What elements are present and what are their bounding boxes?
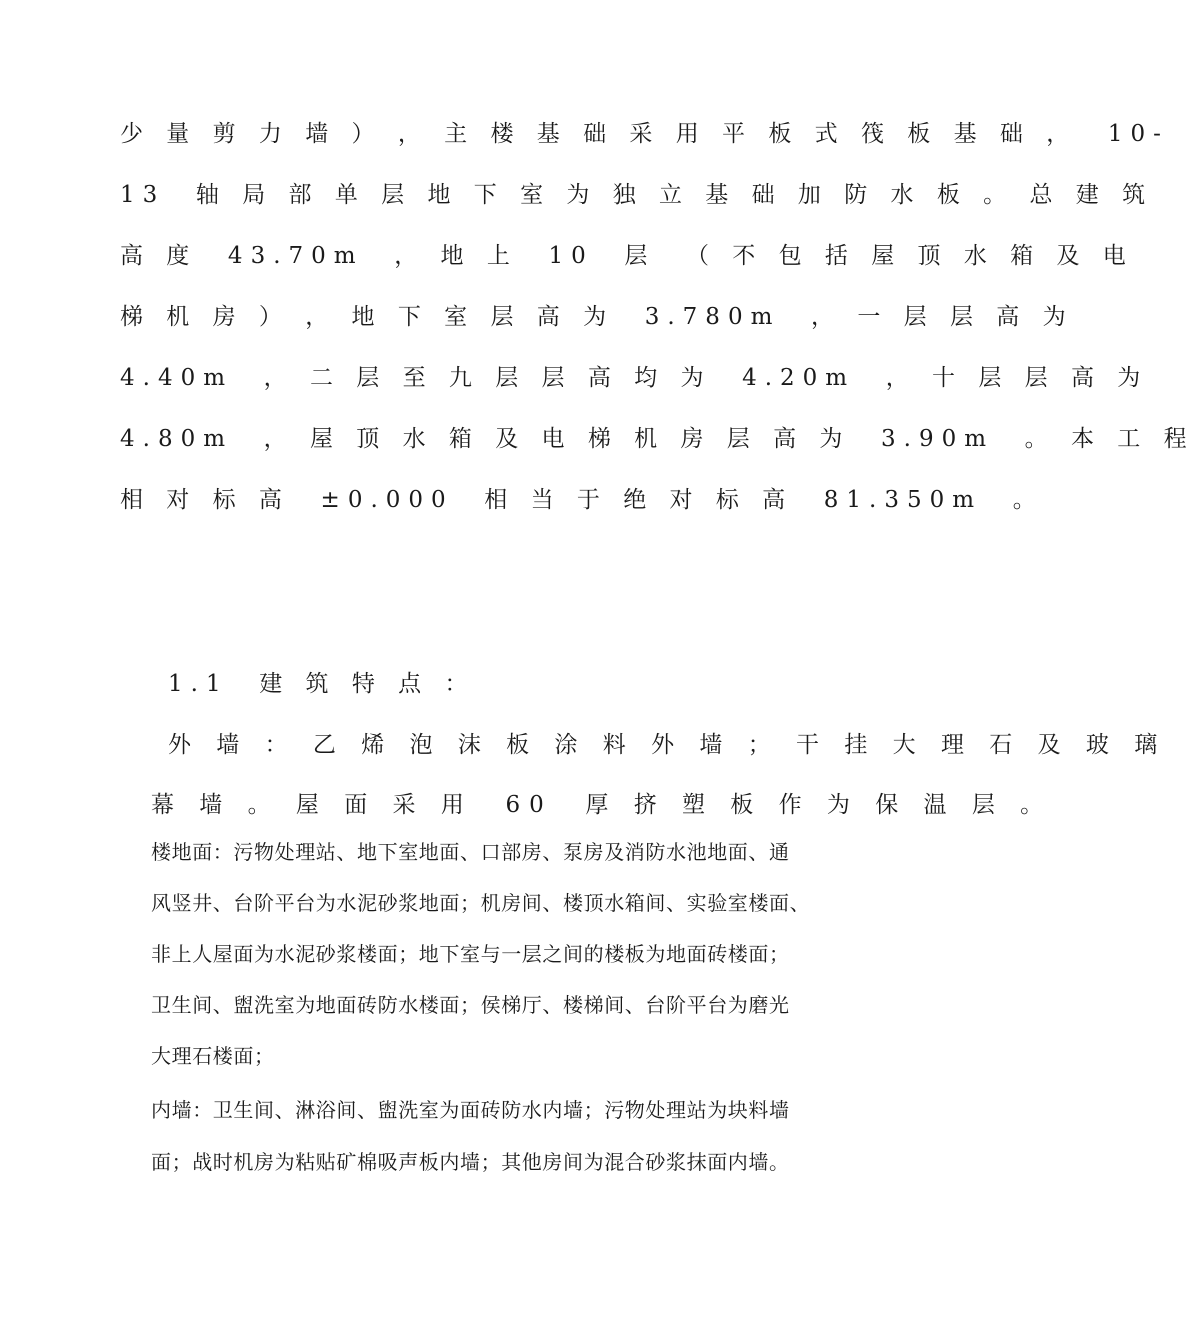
exterior-wall-line: 幕 墙 。 屋 面 采 用 60 厚 挤 塑 板 作 为 保 温 层 。 — [151, 792, 1053, 818]
floor-line: 楼地面：污物处理站、地下室地面、口部房、泵房及消防水池地面、通 — [151, 840, 790, 864]
floor-line: 大理石楼面； — [151, 1044, 275, 1068]
paragraph-line: 4.80m ， 屋 顶 水 箱 及 电 梯 机 房 层 高 为 3.90m 。 本 工 程 — [120, 426, 1195, 452]
interior-wall-line: 面；战时机房为粘贴矿棉吸声板内墙；其他房间为混合砂浆抹面内墙。 — [151, 1150, 790, 1174]
exterior-wall-line: 外 墙 ： 乙 烯 泡 沫 板 涂 料 外 墙 ； 干 挂 大 理 石 及 玻 璃 — [168, 732, 1167, 758]
paragraph-line: 相 对 标 高 ±0.000 相 当 于 绝 对 标 高 81.350m 。 — [120, 487, 1044, 513]
paragraph-line: 少 量 剪 力 墙 ） ， 主 楼 基 础 采 用 平 板 式 筏 板 基 础 ， 10- — [120, 121, 1169, 147]
floor-line: 卫生间、盥洗室为地面砖防水楼面；侯梯厅、楼梯间、台阶平台为磨光 — [151, 993, 790, 1017]
floor-line: 非上人屋面为水泥砂浆楼面；地下室与一层之间的楼板为地面砖楼面； — [151, 942, 790, 966]
floor-line: 风竖井、台阶平台为水泥砂浆地面；机房间、楼顶水箱间、实验室楼面、 — [151, 891, 811, 915]
paragraph-line: 高 度 43.70m ， 地 上 10 层 （ 不 包 括 屋 顶 水 箱 及 电 — [120, 243, 1134, 269]
section-heading: 1.1 建 筑 特 点 ： — [168, 671, 476, 697]
interior-wall-line: 内墙：卫生间、淋浴间、盥洗室为面砖防水内墙；污物处理站为块料墙 — [151, 1098, 790, 1122]
paragraph-line: 4.40m ， 二 层 至 九 层 层 高 均 为 4.20m ， 十 层 层 高 为 — [120, 365, 1149, 391]
paragraph-line: 13 轴 局 部 单 层 地 下 室 为 独 立 基 础 加 防 水 板 。 总 建 筑 — [120, 182, 1154, 208]
paragraph-line: 梯 机 房 ） ， 地 下 室 层 高 为 3.780m ， 一 层 层 高 为 — [120, 304, 1074, 330]
